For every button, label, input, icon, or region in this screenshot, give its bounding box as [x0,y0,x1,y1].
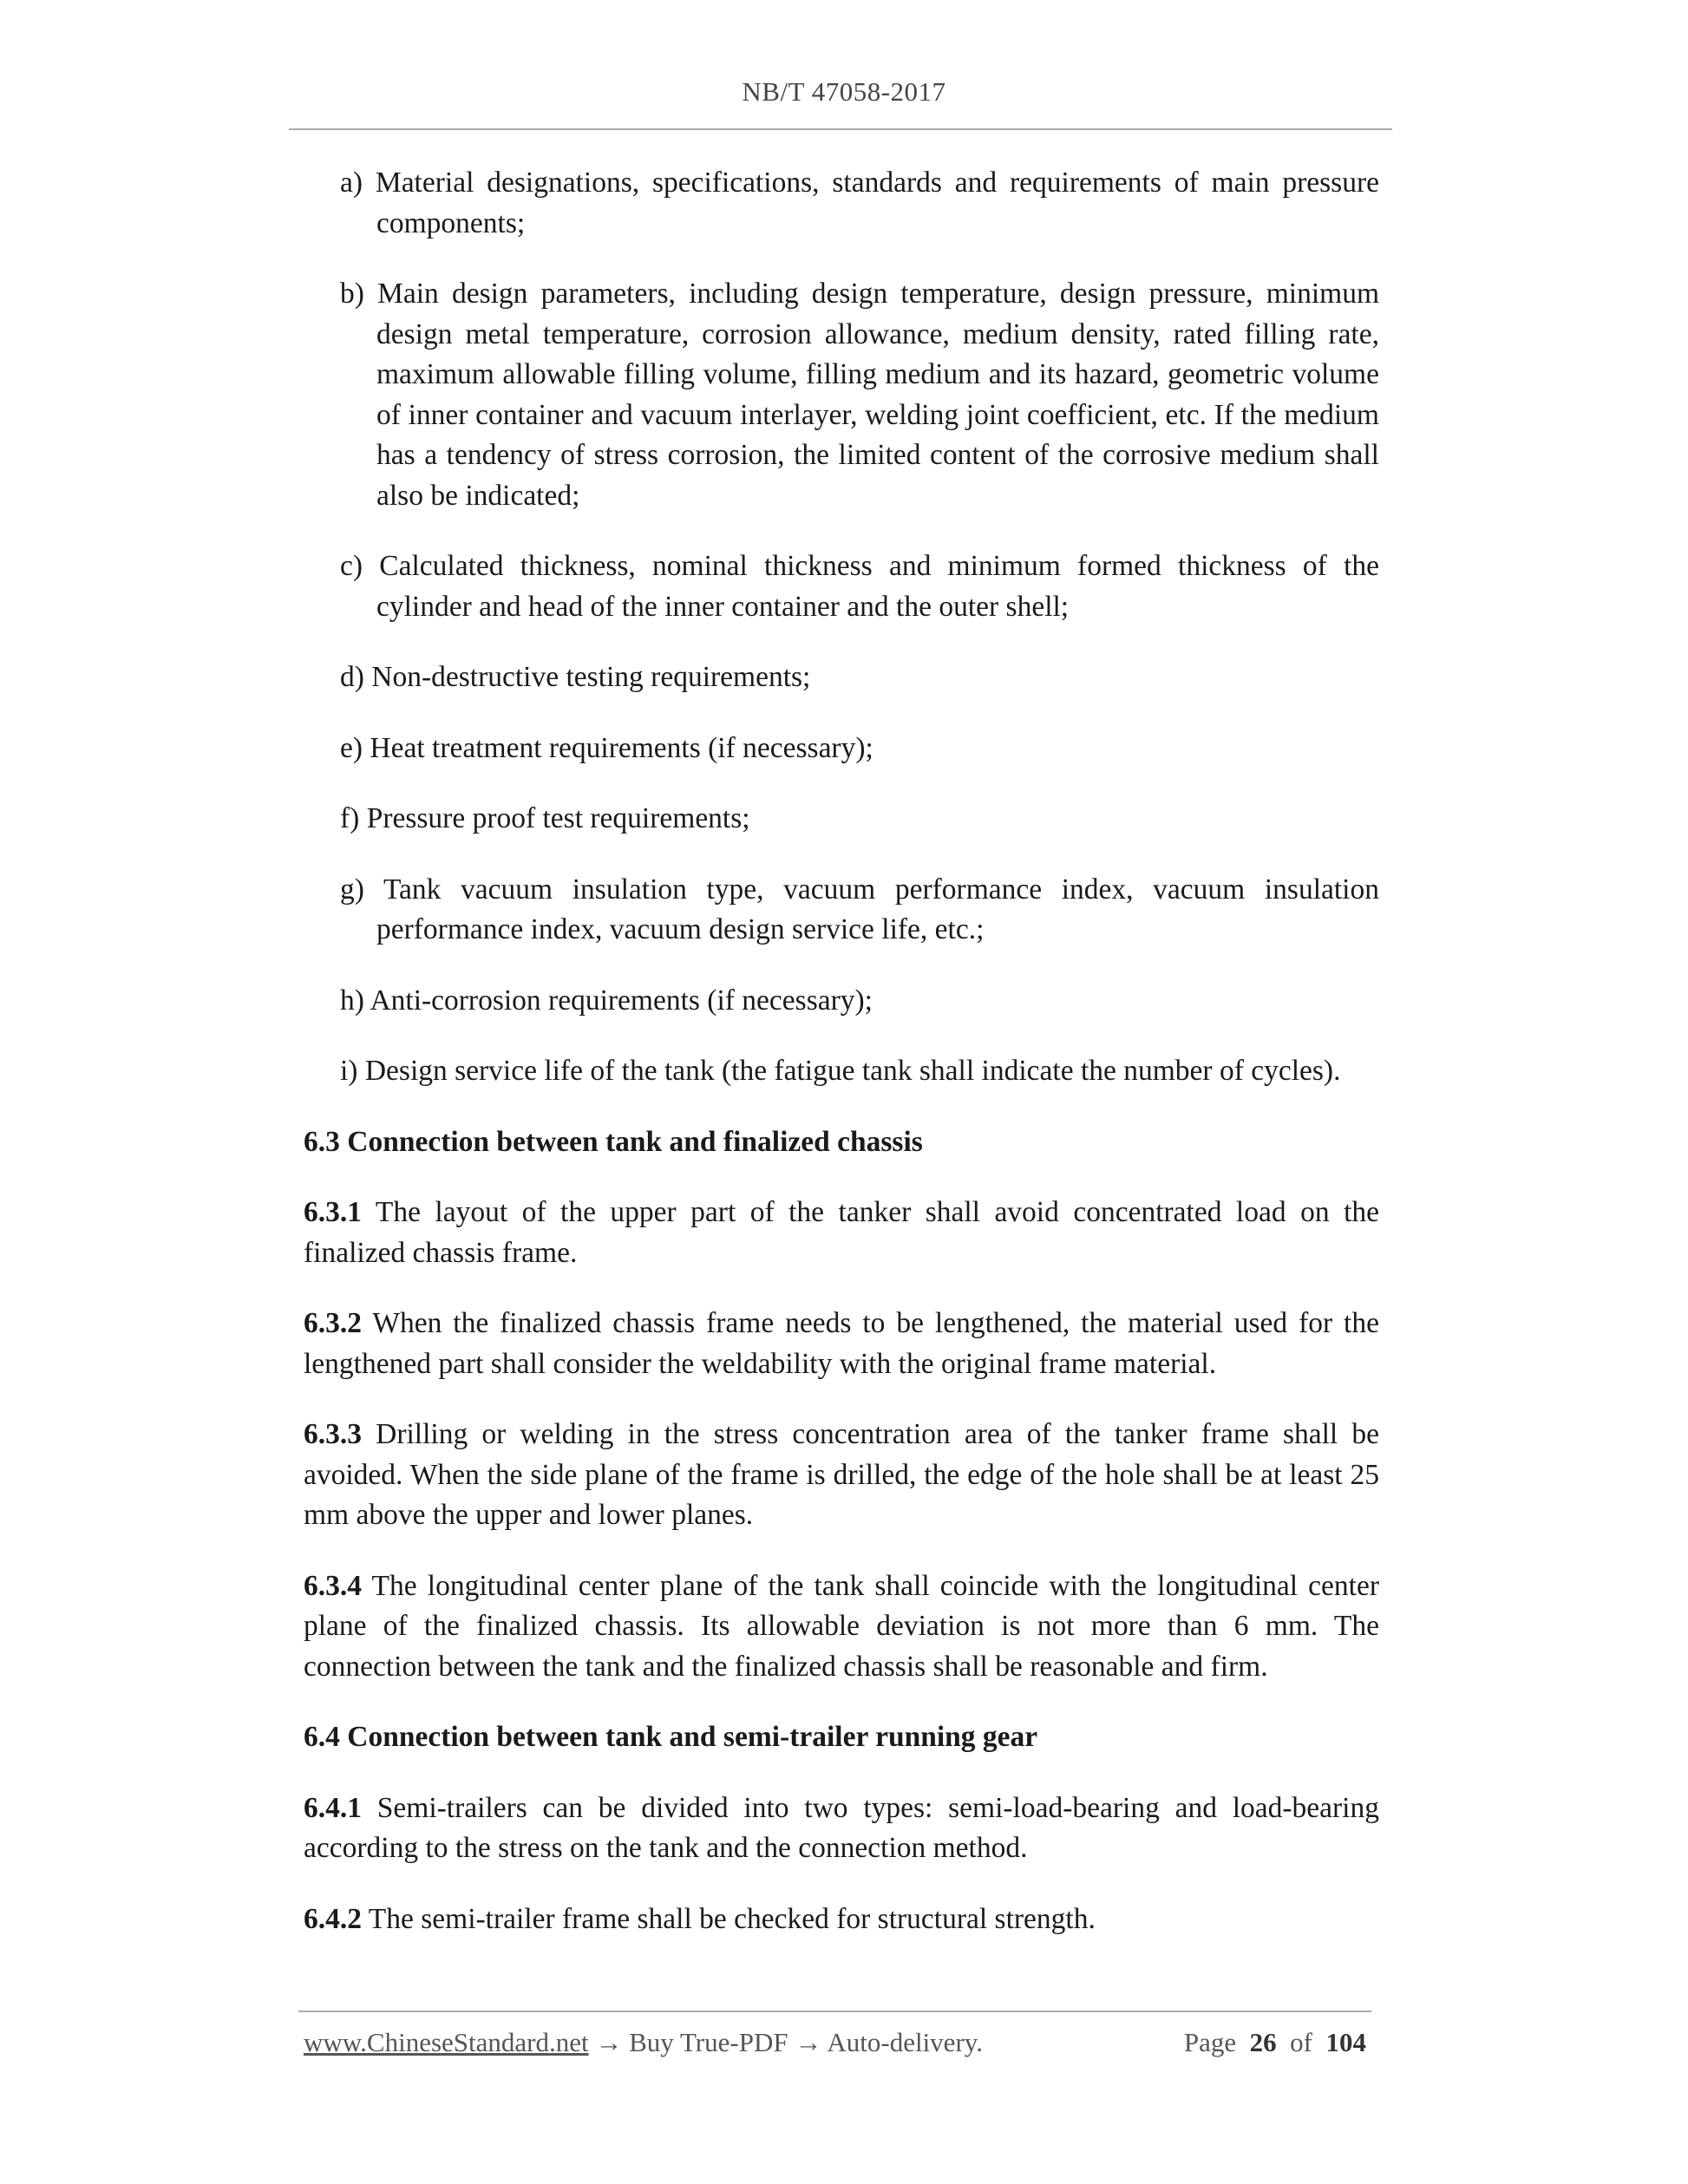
clause-6-4-1 [304,1788,1379,1869]
website-link[interactable]: www.ChineseStandard.net [304,2027,589,2057]
page-footer [304,2027,1366,2058]
clause-6-3-2 [304,1304,1379,1384]
clause-text: The longitudinal center plane of the tank shall coincide with the longitudinal center plane of the finalized chassis. Its allowable deviation is not more than 6 mm. The connection between the tank and the finalized chassis shall be reasonable and firm. [304,1569,1380,1683]
page-total: 104 [1325,2027,1366,2057]
list-item-text: Main design parameters, including design temperature, design pressure, minimum design metal temperature, corrosion allowance, medium density, rated filling rate, maximum allowable filling volume, filling medium and its hazard, geometric volume of inner container and vacuum interlayer, welding joint coefficient, etc. If the medium has a tendency of stress corrosion, the limited content of the corrosive medium shall also be indicated; [376,278,1380,512]
list-marker: d) [340,661,364,693]
header-divider [289,128,1392,130]
list-marker: c) [340,550,363,582]
list-marker: i) [340,1055,358,1087]
list-item-a [340,163,1379,244]
of-label: of [1290,2027,1312,2057]
page-label: Page [1183,2027,1237,2057]
clause-number: 6.3.1 [304,1196,362,1228]
clause-number: 6.3.2 [304,1307,362,1339]
list-item-b [340,274,1379,516]
clause-6-3-1 [304,1193,1379,1273]
list-item-e [340,729,1379,769]
list-item-text: Design service life of the tank (the fatigue tank shall indicate the number of cycles). [364,1055,1341,1087]
list-item-d [340,657,1379,698]
section-heading-6-4: 6.4 Connection between tank and semi-trailer running gear [304,1721,1038,1753]
clause-number: 6.3.4 [304,1569,362,1602]
footer-divider [298,2011,1371,2012]
list-item-h [340,981,1379,1022]
page-indicator [1184,2027,1366,2058]
clause-6-3-4 [304,1566,1379,1688]
list-item-text: Calculated thickness, nominal thickness and minimum formed thickness of the cylinder and head of the inner container and the outer shell; [376,550,1379,623]
page-number: 26 [1249,2027,1277,2057]
clause-text: The layout of the upper part of the tanker shall avoid concentrated load on the finalized chassis frame. [304,1196,1379,1269]
list-item-text: Pressure proof test requirements; [366,802,750,834]
footer-promo [304,2027,983,2058]
page-content [304,163,1379,1970]
list-item-c [340,546,1379,627]
section-heading-6-3: 6.3 Connection between tank and finalized chassis [304,1125,923,1158]
list-item-f [340,799,1379,840]
list-marker: a) [340,167,363,199]
list-marker: f) [340,802,360,834]
list-item-text: Heat treatment requirements (if necessary); [370,731,873,764]
clause-number: 6.4.1 [304,1791,362,1824]
clause-6-4-2 [304,1900,1379,1940]
footer-promo-text: → Buy True-PDF → Auto-delivery. [588,2027,983,2057]
clause-number: 6.4.2 [304,1902,362,1935]
clause-text: The semi-trailer frame shall be checked for structural strength. [368,1902,1096,1935]
clause-text: Drilling or welding in the stress concentration area of the tanker frame shall be avoided. When the side plane of the frame is drilled, the edge of the hole shall be at least 25 mm above the upper and lower planes. [304,1418,1380,1531]
list-marker: e) [340,731,363,764]
clause-6-3-3 [304,1415,1379,1536]
list-marker: b) [340,278,364,310]
list-item-text: Anti-corrosion requirements (if necessary); [370,984,873,1017]
clause-number: 6.3.3 [304,1418,362,1450]
list-item-g [340,870,1379,951]
clause-text: Semi-trailers can be divided into two types: semi-load-bearing and load-bearing according to the stress on the tank and the connection method. [304,1791,1379,1864]
list-marker: g) [340,873,364,906]
list-marker: h) [340,984,364,1017]
list-item-i [340,1051,1379,1092]
list-item-text: Material designations, specifications, standards and requirements of main pressure components; [375,167,1379,239]
document-id-header: NB/T 47058-2017 [742,76,946,107]
clause-text: When the finalized chassis frame needs to be lengthened, the material used for the lengthened part shall consider the weldability with the original frame material. [304,1307,1379,1380]
list-item-text: Non-destructive testing requirements; [371,661,811,693]
list-item-text: Tank vacuum insulation type, vacuum performance index, vacuum insulation performance index, vacuum design service life, etc.; [376,873,1379,945]
